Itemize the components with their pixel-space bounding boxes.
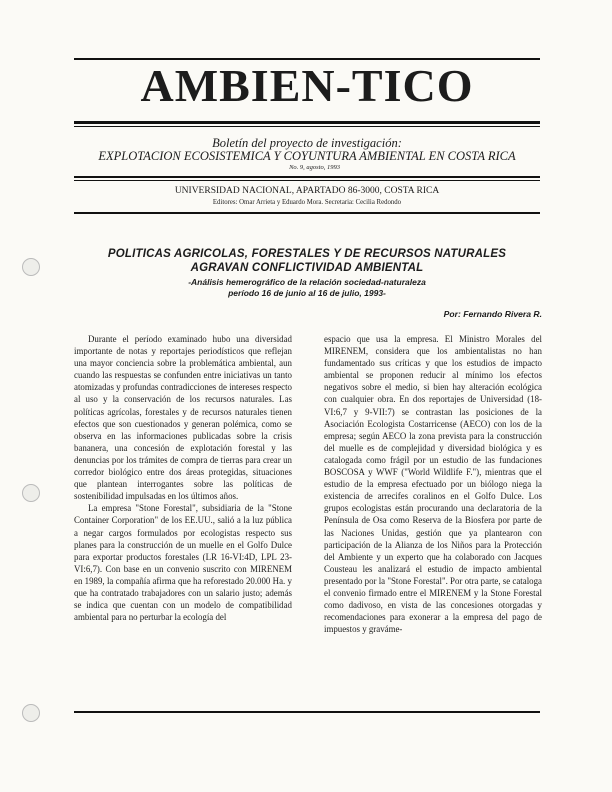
left-column — [74, 333, 292, 623]
masthead-rule-thick — [74, 121, 540, 124]
article-author: Por: Fernando Rivera R. — [443, 309, 542, 319]
header-rule-thick — [74, 176, 540, 178]
punch-hole-bottom — [22, 704, 40, 722]
editors-rule — [74, 212, 540, 214]
left-paragraph-1: Durante el período examinado hubo una diversidad importante de notas y reportajes periodísticos que reflejan una mayor conciencia sobre la problemática ambiental, aun cuando las respuestas se confunden entre iniciativas un tanto atomizadas y profundas contradicciones de intereses respecto al uso y la conservación de los recursos naturales. Las políticas agrícolas, forestales y de recursos naturales tienen efectos que son cuestionados y generan polémica, como se observa en las informaciones publicadas sobre la crisis bananera, una concesión de explotación forestal y las denuncias por los trámites de compra de tierras para crear un corredor biológico entre dos áreas protegidas, situaciones que plantean interrogantes sobre las políticas de sostenibilidad impulsadas en los últimos años. — [74, 334, 292, 502]
right-column — [324, 333, 542, 635]
left-paragraph-2: La empresa "Stone Forestal", subsidiaria de la "Stone Container Corporation" de los EE.UU., salió a la luz pública a negar cargos formulados por ecologistas respecto sus planes para la construcción de un muelle en el Golfo Dulce para exportar productos forestales (LR 16-VI:4D, LPL 23-VI:6,7). Con base en un convenio suscrito con MIRENEM en 1989, la compañía afirma que ha reforestado 20.000 Ha. y que ha contratado trabajadores con un salario justo; además se indica que cuentan con un modelo de compatibilidad ambiental para no perturbar la ecología del — [74, 503, 292, 623]
university-address: UNIVERSIDAD NACIONAL, APARTADO 86-3000, COSTA RICA — [174, 186, 440, 196]
editors-line: Editores: Omar Arrieta y Eduardo Mora. Secretaria: Cecilia Redondo — [212, 199, 402, 206]
masthead-title: AMBIEN-TICO — [140, 60, 474, 111]
header-rule-thin — [74, 180, 540, 181]
bottom-rule — [74, 711, 540, 713]
right-paragraph-1: espacio que usa la empresa. El Ministro Morales del MIRENEM, considera que los ambientalistas no han fundamentado sus críticas y que los estudios de impacto ambiental se proponen reducir al mínimo los efectos negativos sobre el medio, si bien hay alteración ecológica con cualquier obra. En dos reportajes de Universidad (18-VI:6,7 y 9-VII:7) se contrastan las posiciones de la Asociación Ecologista Costarricense (AECO) con los de la empresa; según AECO la zona prevista para la construcción del muelle es de complejidad y diversidad biológica y es catalogada como frágil por un estudio de las fundaciones BOSCOSA y WWF ("World Wildlife F."), mientras que el estudio de la empresa efectuado por un biólogo niega la existencia de arrecifes coralinos en el Golfo Dulce. Los grupos ecologistas están procurando una declaratoria de la Península de Osa como Reserva de la Biosfera por parte de las Naciones Unidas, gestión que ya plantearon con participación de la Alianza de los Niños para la Protección del Ambiente y un experto que ha colaborado con Jacques Cousteau les analizará el estudio de impacto ambiental presentado por la "Stone Forestal". Por otra parte, se cataloga el convenio firmado entre el MIRENEM y la Stone Forestal como dadivoso, en vista de las concesiones otorgadas y recomendaciones para exonerar a la empresa del pago de impuestos y graváme- — [324, 334, 542, 635]
article-title-line1: POLITICAS AGRICOLAS, FORESTALES Y DE RECURSOS NATURALES — [107, 248, 507, 260]
article-title-line2: AGRAVAN CONFLICTIVIDAD AMBIENTAL — [190, 262, 424, 274]
project-title: EXPLOTACION ECOSISTEMICA Y COYUNTURA AMBIENTAL EN COSTA RICA — [98, 149, 516, 163]
punch-hole-top — [22, 258, 40, 276]
article-subtitle-line2: período 16 de junio al 16 de julio, 1993- — [228, 288, 386, 298]
issue-number: No. 9, agosto, 1993 — [289, 164, 340, 171]
masthead-rule-thin — [74, 126, 540, 127]
article-subtitle-line1: -Análisis hemerográfico de la relación sociedad-naturaleza — [188, 277, 426, 287]
bulletin-line: Boletín del proyecto de investigación: — [212, 136, 402, 150]
punch-hole-middle — [22, 484, 40, 502]
